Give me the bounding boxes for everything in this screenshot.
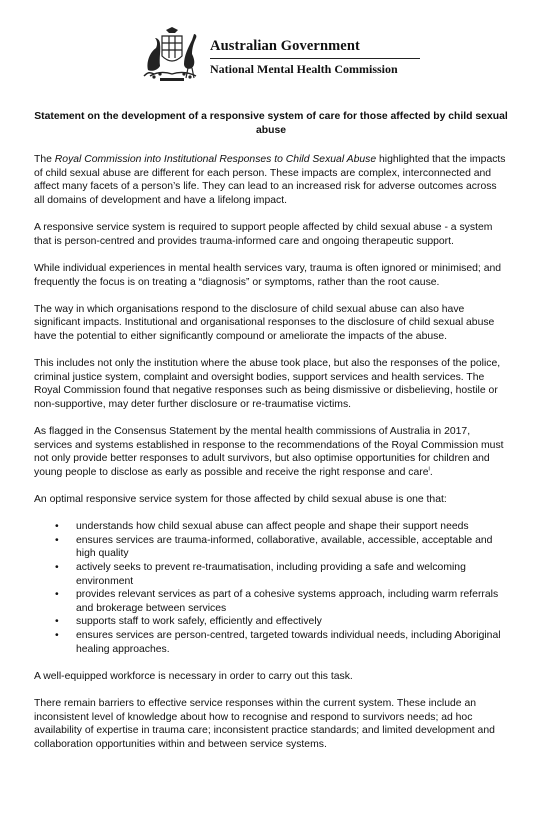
letterhead <box>140 26 430 86</box>
paragraph-text: The <box>34 154 55 166</box>
list-item: • ensures services are person-centred, targeted towards individual needs, including Aboriginal healing approaches. <box>34 629 508 656</box>
endnote-marker: i <box>428 466 430 473</box>
header-divider <box>210 58 420 59</box>
list-item: • understands how child sexual abuse can affect people and shape their support needs <box>34 520 508 534</box>
paragraph-1 <box>34 153 508 207</box>
paragraph-text: As flagged in the Consensus Statement by the mental health commissions of Australia in 2017, services and systems established in response to the recommendations of the Royal Commission must not only provide better responses to adult survivors, but also optimise opportunities for children and young people to disclose as early as possible and receive the right response and care <box>34 426 504 478</box>
commission-name: Royal Commission into Institutional Responses to Child Sexual Abuse <box>54 154 377 166</box>
paragraph-9: There remain barriers to effective service responses within the current system. These include an inconsistent level of knowledge about how to recognise and respond to survivors needs; ad hoc availability of expertise in trauma care; inconsistent practice standards; and limited development and collaboration opportunities within and between service systems. <box>34 697 495 750</box>
list-item: • provides relevant services as part of a cohesive systems approach, including warm referrals and brokerage between services <box>34 588 508 615</box>
document-body <box>34 110 508 765</box>
list-item: • supports staff to work safely, efficiently and effectively <box>34 615 508 629</box>
paragraph-6 <box>34 425 508 479</box>
paragraph-4: The way in which organisations respond to the disclosure of child sexual abuse can also have significant impacts. Institutional and organisational responses to the disclosure of child sexual abuse have the potential to either significantly compound or ameliorate the impacts of the abuse. <box>34 303 495 342</box>
paragraph-5: This includes not only the institution where the abuse took place, but also the responses of the police, criminal justice system, complaint and oversight bodies, support services and health services. The Royal Commission found that negative responses such as being dismissive or disbelieving, hostile or non-supportive, may deter further disclosure or re-traumatise victims. <box>34 358 501 410</box>
list-item: • ensures services are trauma-informed, collaborative, available, accessible, acceptable and high quality <box>34 534 508 561</box>
paragraph-7: An optimal responsive service system for those affected by child sexual abuse is one that: <box>34 494 447 506</box>
paragraph-text: highlighted that the impacts of child sexual abuse are different for each person. These impacts are complex, interconnected and affect many facets of a person’s life. They can lead to an increased risk for adverse outcomes across all domains of development and have a lifelong impact. <box>34 154 506 206</box>
government-title: Australian Government <box>210 38 360 54</box>
paragraph-3: While individual experiences in mental health services vary, trauma is often ignored or minimised; and frequently the focus is on treating a “diagnosis” or symptoms, rather than the root cause. <box>34 262 502 288</box>
commission-title: National Mental Health Commission <box>210 62 398 76</box>
coat-of-arms-icon <box>140 26 204 82</box>
paragraph-2: A responsive service system is required to support people affected by child sexual abuse - a system that is person-centred and provides trauma-informed care and ongoing therapeutic support. <box>34 222 493 247</box>
bullet-list <box>34 520 508 656</box>
paragraph-8: A well-equipped workforce is necessary in order to carry out this task. <box>34 670 353 682</box>
document-title: Statement on the development of a responsive system of care for those affected by child sexual abuse <box>34 111 508 136</box>
paragraph-end: . <box>429 466 433 478</box>
list-item: • actively seeks to prevent re-traumatisation, including providing a safe and welcoming environment <box>34 561 508 588</box>
